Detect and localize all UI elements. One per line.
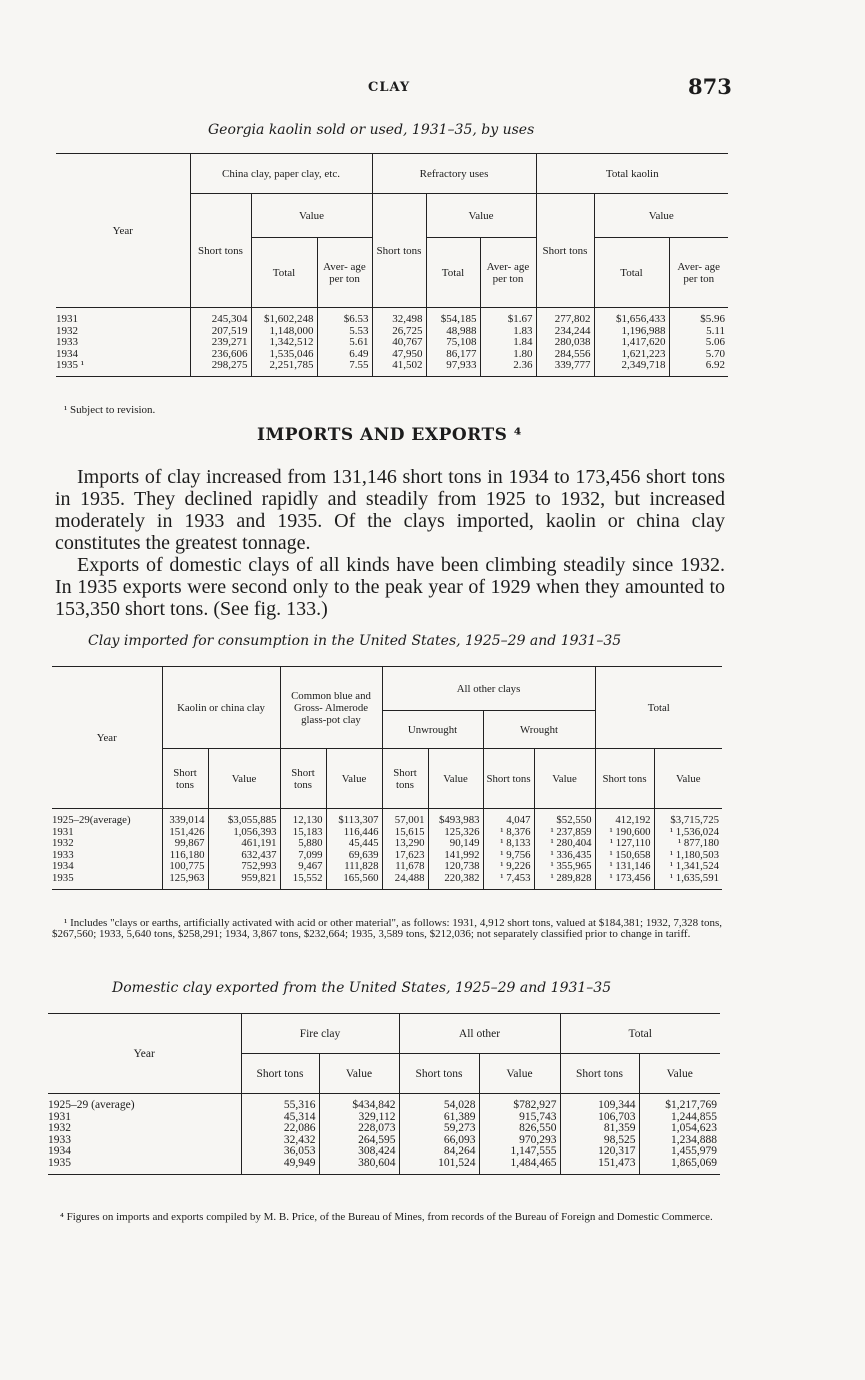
cell: 125,963 xyxy=(162,873,208,889)
year-header: Year xyxy=(48,1014,241,1094)
section-title: IMPORTS AND EXPORTS ⁴ xyxy=(257,425,522,445)
cell: 116,446 xyxy=(326,827,382,839)
cell: 81,359 xyxy=(560,1123,639,1135)
cell: 55,316 xyxy=(241,1094,319,1112)
cell: $1,656,433 xyxy=(594,308,669,326)
table3-caption: Domestic clay exported from the United States, 1925–29 and 1931–35 xyxy=(112,980,612,996)
cell: 99,867 xyxy=(162,838,208,850)
value-header: Value xyxy=(639,1054,720,1094)
running-head: CLAY xyxy=(368,80,411,95)
cell: ¹ 7,453 xyxy=(483,873,534,889)
cell: ¹ 237,859 xyxy=(534,827,595,839)
cell: ¹ 1,341,524 xyxy=(654,861,722,873)
table-row xyxy=(52,809,722,827)
cell: 47,950 xyxy=(372,349,426,361)
cell: 4,047 xyxy=(483,809,534,827)
cell: 5.11 xyxy=(669,326,728,338)
cell: 5.70 xyxy=(669,349,728,361)
value-header: Value xyxy=(208,749,280,809)
cell: $52,550 xyxy=(534,809,595,827)
cell: 1,417,620 xyxy=(594,337,669,349)
year-cell: 1933 xyxy=(56,337,190,349)
cell: $3,715,725 xyxy=(654,809,722,827)
cell: 45,314 xyxy=(241,1112,319,1124)
cell: $6.53 xyxy=(317,308,372,326)
cell: 11,678 xyxy=(382,861,428,873)
table-row xyxy=(56,360,728,376)
short-tons-header: Short tons xyxy=(280,749,326,809)
group-header: Kaolin or china clay xyxy=(162,667,280,749)
cell: 165,560 xyxy=(326,873,382,889)
short-tons-header: Short tons xyxy=(536,194,594,308)
cell: $5.96 xyxy=(669,308,728,326)
cell: $1,602,248 xyxy=(251,308,317,326)
cell: 120,317 xyxy=(560,1146,639,1158)
subgroup-header: Unwrought xyxy=(382,711,483,749)
year-cell: 1931 xyxy=(48,1112,241,1124)
table-row xyxy=(52,873,722,889)
group-header: China clay, paper clay, etc. xyxy=(190,154,372,194)
cell: ¹ 9,756 xyxy=(483,850,534,862)
cell: 6.92 xyxy=(669,360,728,376)
average-header: Aver- age per ton xyxy=(317,238,372,308)
cell: 151,473 xyxy=(560,1158,639,1174)
cell: 32,498 xyxy=(372,308,426,326)
cell: 412,192 xyxy=(595,809,654,827)
cell: 13,290 xyxy=(382,838,428,850)
cell: 141,992 xyxy=(428,850,483,862)
cell: 15,615 xyxy=(382,827,428,839)
total-header: Total xyxy=(594,238,669,308)
cell: ¹ 877,180 xyxy=(654,838,722,850)
cell: 36,053 xyxy=(241,1146,319,1158)
cell: 339,777 xyxy=(536,360,594,376)
table1-footnote: ¹ Subject to revision. xyxy=(64,404,156,416)
cell: 1,196,988 xyxy=(594,326,669,338)
cell: $493,983 xyxy=(428,809,483,827)
year-cell: 1931 xyxy=(52,827,162,839)
cell: $1,217,769 xyxy=(639,1094,720,1112)
cell: 1,865,069 xyxy=(639,1158,720,1174)
cell: 98,525 xyxy=(560,1135,639,1147)
short-tons-header: Short tons xyxy=(372,194,426,308)
cell: 1.83 xyxy=(480,326,536,338)
cell: 1,621,223 xyxy=(594,349,669,361)
cell: 1,455,979 xyxy=(639,1146,720,1158)
group-header: All other clays xyxy=(382,667,595,711)
cell: ¹ 173,456 xyxy=(595,873,654,889)
cell: 752,993 xyxy=(208,861,280,873)
value-header: Value xyxy=(534,749,595,809)
cell: 7,099 xyxy=(280,850,326,862)
cell: 1,234,888 xyxy=(639,1135,720,1147)
body-text xyxy=(55,466,725,620)
year-cell: 1932 xyxy=(56,326,190,338)
cell: 15,552 xyxy=(280,873,326,889)
group-header: Common blue and Gross- Almerode glass-pot clay xyxy=(280,667,382,749)
georgia-kaolin-table xyxy=(56,153,728,377)
short-tons-header: Short tons xyxy=(483,749,534,809)
cell: 5.53 xyxy=(317,326,372,338)
cell: $782,927 xyxy=(479,1094,560,1112)
cell: 49,949 xyxy=(241,1158,319,1174)
cell: 151,426 xyxy=(162,827,208,839)
cell: 12,130 xyxy=(280,809,326,827)
cell: 2,251,785 xyxy=(251,360,317,376)
table2-caption: Clay imported for consumption in the United States, 1925–29 and 1931–35 xyxy=(88,633,622,649)
short-tons-header: Short tons xyxy=(190,194,251,308)
cell: 1,342,512 xyxy=(251,337,317,349)
group-header: Total kaolin xyxy=(536,154,728,194)
value-header: Value xyxy=(426,194,536,238)
cell: ¹ 8,376 xyxy=(483,827,534,839)
year-cell: 1934 xyxy=(52,861,162,873)
cell: ¹ 355,965 xyxy=(534,861,595,873)
cell: 17,623 xyxy=(382,850,428,862)
cell: 57,001 xyxy=(382,809,428,827)
cell: 2,349,718 xyxy=(594,360,669,376)
cell: 1,056,393 xyxy=(208,827,280,839)
group-header: All other xyxy=(399,1014,560,1054)
year-cell: 1931 xyxy=(56,308,190,326)
year-header: Year xyxy=(52,667,162,809)
cell: 111,828 xyxy=(326,861,382,873)
cell: 280,038 xyxy=(536,337,594,349)
imports-exports-footnote: ⁴ Figures on imports and exports compiled by M. B. Price, of the Bureau of Mines, from records of the Bureau of Foreign and Domestic Commerce. xyxy=(60,1211,713,1223)
total-header: Total xyxy=(251,238,317,308)
year-cell: 1925–29 (average) xyxy=(48,1094,241,1112)
value-header: Value xyxy=(479,1054,560,1094)
cell: 101,524 xyxy=(399,1158,479,1174)
cell: 207,519 xyxy=(190,326,251,338)
year-cell: 1933 xyxy=(52,850,162,862)
cell: 239,271 xyxy=(190,337,251,349)
year-cell: 1935 xyxy=(52,873,162,889)
cell: ¹ 280,404 xyxy=(534,838,595,850)
cell: 22,086 xyxy=(241,1123,319,1135)
average-header: Aver- age per ton xyxy=(669,238,728,308)
cell: 75,108 xyxy=(426,337,480,349)
cell: ¹ 190,600 xyxy=(595,827,654,839)
cell: 45,445 xyxy=(326,838,382,850)
cell: 5,880 xyxy=(280,838,326,850)
short-tons-header: Short tons xyxy=(382,749,428,809)
cell: 54,028 xyxy=(399,1094,479,1112)
cell: 461,191 xyxy=(208,838,280,850)
cell: 6.49 xyxy=(317,349,372,361)
cell: 234,244 xyxy=(536,326,594,338)
group-header: Total xyxy=(595,667,722,749)
cell: 100,775 xyxy=(162,861,208,873)
year-cell: 1932 xyxy=(52,838,162,850)
cell: 236,606 xyxy=(190,349,251,361)
cell: 120,738 xyxy=(428,861,483,873)
cell: ¹ 1,635,591 xyxy=(654,873,722,889)
cell: ¹ 1,536,024 xyxy=(654,827,722,839)
page-number: 873 xyxy=(688,74,732,99)
cell: 959,821 xyxy=(208,873,280,889)
cell: 339,014 xyxy=(162,809,208,827)
cell: 1,054,623 xyxy=(639,1123,720,1135)
cell: $3,055,885 xyxy=(208,809,280,827)
cell: 2.36 xyxy=(480,360,536,376)
table-row xyxy=(48,1094,720,1112)
cell: 298,275 xyxy=(190,360,251,376)
short-tons-header: Short tons xyxy=(162,749,208,809)
clay-exports-table xyxy=(48,1013,720,1175)
cell: $54,185 xyxy=(426,308,480,326)
cell: 1.80 xyxy=(480,349,536,361)
cell: 1,535,046 xyxy=(251,349,317,361)
cell: 86,177 xyxy=(426,349,480,361)
short-tons-header: Short tons xyxy=(595,749,654,809)
cell: ¹ 289,828 xyxy=(534,873,595,889)
cell: 61,389 xyxy=(399,1112,479,1124)
cell: 90,149 xyxy=(428,838,483,850)
cell: $1.67 xyxy=(480,308,536,326)
cell: 40,767 xyxy=(372,337,426,349)
cell: 380,604 xyxy=(319,1158,399,1174)
clay-imports-table xyxy=(52,666,722,890)
cell: ¹ 8,133 xyxy=(483,838,534,850)
cell: 915,743 xyxy=(479,1112,560,1124)
year-cell: 1925–29(average) xyxy=(52,809,162,827)
cell: ¹ 127,110 xyxy=(595,838,654,850)
table1-caption: Georgia kaolin sold or used, 1931–35, by uses xyxy=(208,122,535,138)
year-cell: 1935 ¹ xyxy=(56,360,190,376)
cell: ¹ 9,226 xyxy=(483,861,534,873)
cell: 826,550 xyxy=(479,1123,560,1135)
year-cell: 1934 xyxy=(48,1146,241,1158)
cell: 228,073 xyxy=(319,1123,399,1135)
cell: 97,933 xyxy=(426,360,480,376)
cell: 48,988 xyxy=(426,326,480,338)
cell: 245,304 xyxy=(190,308,251,326)
cell: 7.55 xyxy=(317,360,372,376)
cell: 5.61 xyxy=(317,337,372,349)
cell: 15,183 xyxy=(280,827,326,839)
cell: 264,595 xyxy=(319,1135,399,1147)
cell: 277,802 xyxy=(536,308,594,326)
cell: 5.06 xyxy=(669,337,728,349)
cell: 125,326 xyxy=(428,827,483,839)
cell: 109,344 xyxy=(560,1094,639,1112)
cell: 59,273 xyxy=(399,1123,479,1135)
year-cell: 1934 xyxy=(56,349,190,361)
cell: 116,180 xyxy=(162,850,208,862)
cell: 32,432 xyxy=(241,1135,319,1147)
cell: ¹ 131,146 xyxy=(595,861,654,873)
year-header: Year xyxy=(56,154,190,308)
total-header: Total xyxy=(426,238,480,308)
cell: 970,293 xyxy=(479,1135,560,1147)
cell: 1,147,555 xyxy=(479,1146,560,1158)
cell: 1,244,855 xyxy=(639,1112,720,1124)
cell: 329,112 xyxy=(319,1112,399,1124)
cell: 308,424 xyxy=(319,1146,399,1158)
group-header: Total xyxy=(560,1014,720,1054)
cell: 1,148,000 xyxy=(251,326,317,338)
cell: 66,093 xyxy=(399,1135,479,1147)
year-cell: 1933 xyxy=(48,1135,241,1147)
value-header: Value xyxy=(594,194,728,238)
cell: ¹ 150,658 xyxy=(595,850,654,862)
value-header: Value xyxy=(428,749,483,809)
cell: 1,484,465 xyxy=(479,1158,560,1174)
paragraph: Imports of clay increased from 131,146 short tons in 1934 to 173,456 short tons in 1935. They declined rapidly and steadily from 1925 to 1932, but increased moderately in 1933 and 1935. Of the clays imported, kaolin or china clay constitutes the greatest tonnage. xyxy=(55,466,725,554)
year-cell: 1932 xyxy=(48,1123,241,1135)
cell: 1.84 xyxy=(480,337,536,349)
short-tons-header: Short tons xyxy=(560,1054,639,1094)
cell: 26,725 xyxy=(372,326,426,338)
cell: ¹ 1,180,503 xyxy=(654,850,722,862)
table-row xyxy=(48,1158,720,1174)
group-header: Fire clay xyxy=(241,1014,399,1054)
cell: 220,382 xyxy=(428,873,483,889)
cell: 24,488 xyxy=(382,873,428,889)
value-header: Value xyxy=(326,749,382,809)
table-row xyxy=(56,308,728,326)
value-header: Value xyxy=(654,749,722,809)
cell: 632,437 xyxy=(208,850,280,862)
cell: 284,556 xyxy=(536,349,594,361)
subgroup-header: Wrought xyxy=(483,711,595,749)
short-tons-header: Short tons xyxy=(241,1054,319,1094)
average-header: Aver- age per ton xyxy=(480,238,536,308)
cell: 69,639 xyxy=(326,850,382,862)
cell: 41,502 xyxy=(372,360,426,376)
cell: 84,264 xyxy=(399,1146,479,1158)
cell: 9,467 xyxy=(280,861,326,873)
short-tons-header: Short tons xyxy=(399,1054,479,1094)
group-header: Refractory uses xyxy=(372,154,536,194)
year-cell: 1935 xyxy=(48,1158,241,1174)
paragraph: Exports of domestic clays of all kinds have been climbing steadily since 1932. In 1935 exports were second only to the peak year of 1929 when they amounted to 153,350 short tons. (See fig. 133.) xyxy=(55,554,725,620)
cell: ¹ 336,435 xyxy=(534,850,595,862)
cell: $434,842 xyxy=(319,1094,399,1112)
table2-footnote: ¹ Includes "clays or earths, artificially activated with acid or other material", as follows: 1931, 4,912 short tons, valued at $184,381; 1932, 7,328 tons, $267,560; 1933, 5,640 tons, $258,291; 1934, 3,867 tons, $232,664; 1935, 3,589 tons, $212,036; not separately classified prior to change in tariff. xyxy=(52,917,722,940)
value-header: Value xyxy=(251,194,372,238)
cell: $113,307 xyxy=(326,809,382,827)
cell: 106,703 xyxy=(560,1112,639,1124)
value-header: Value xyxy=(319,1054,399,1094)
